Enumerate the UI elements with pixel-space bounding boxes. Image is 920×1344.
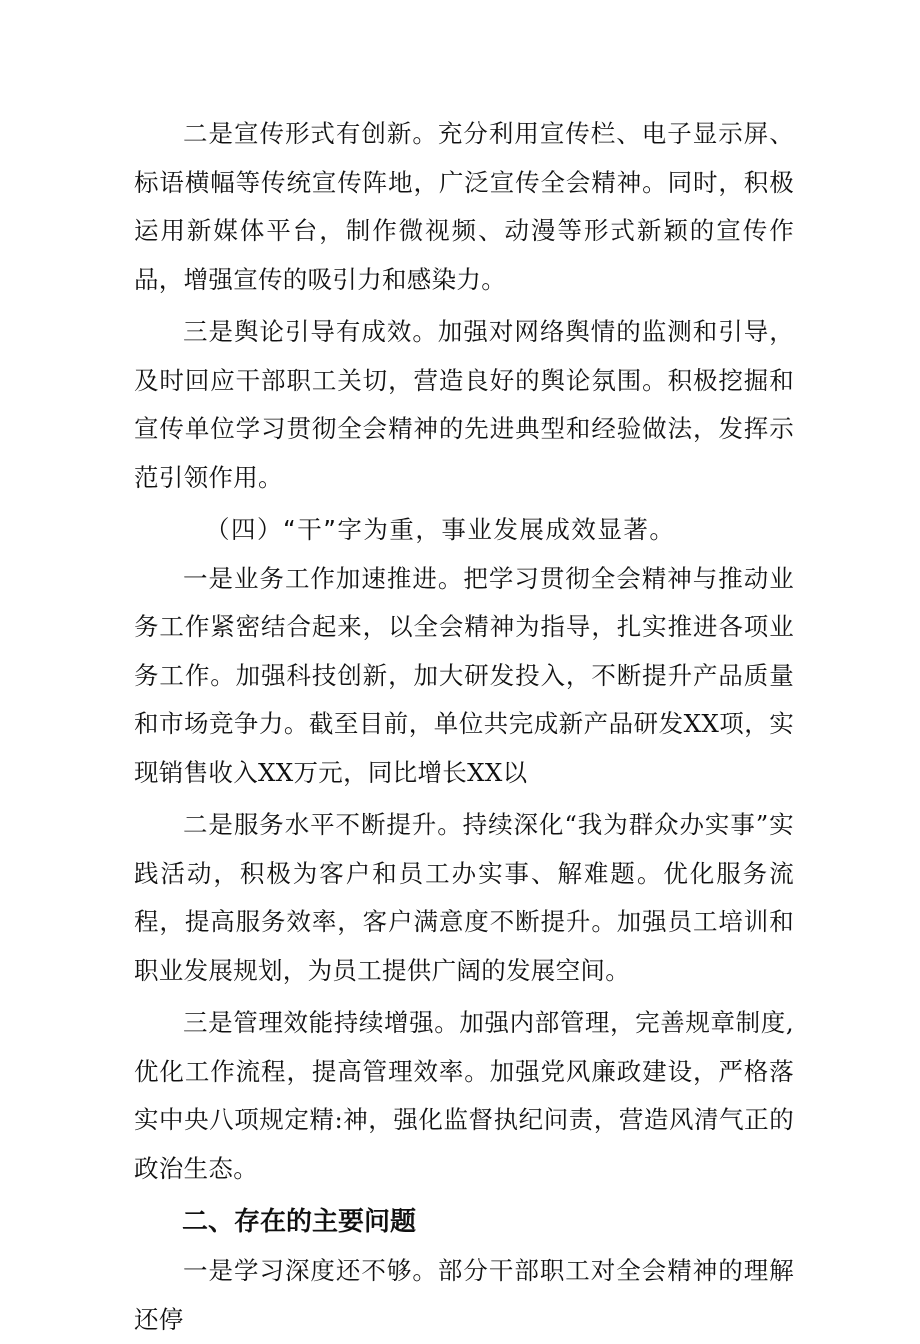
paragraph-business-work: 一是业务工作加速推进。把学习贯彻全会精神与推动业务工作紧密结合起来，以全会精神为指导，扎实推进各项业务工作。加强科技创新，加大研发投入，不断提升产品质量和市场竞争力。截至目前，单位共完成新产品研发XX项，实现销售收入XX万元，同比增长XX以: [134, 563, 794, 787]
document-body: [134, 110, 794, 1344]
subheading-four: （四）“干”字为重，事业发展成效显著。: [205, 515, 676, 544]
section-heading-main-problems: 二、存在的主要问题: [182, 1207, 417, 1237]
paragraph-publicity-innovation: 二是宣传形式有创新。充分利用宣传栏、电子显示屏、标语横幅等传统宣传阵地，广泛宣传全会精神。同时，积极运用新媒体平台，制作微视频、动漫等形式新颖的宣传作品，增强宣传的吸引力和感染力。: [134, 119, 794, 294]
paragraph-study-depth: 一是学习深度还不够。部分干部职工对全会精神的理解还停: [134, 1256, 794, 1334]
paragraph-public-opinion: 三是舆论引导有成效。加强对网络舆情的监测和引导，及时回应干部职工关切，营造良好的舆论氛围。积极挖掘和宣传单位学习贯彻全会精神的先进典型和经验做法，发挥示范引领作用。: [134, 317, 794, 492]
paragraph-management-efficiency: 三是管理效能持续增强。加强内部管理，完善规章制度,优化工作流程，提高管理效率。加强党风廉政建设，严格落实中央八项规定精:神，强化监督执纪问责，营造风清气正的政治生态。: [134, 1008, 794, 1183]
paragraph-service-level: 二是服务水平不断提升。持续深化“我为群众办实事”实践活动，积极为客户和员工办实事、解难题。优化服务流程，提高服务效率，客户满意度不断提升。加强员工培训和职业发展规划，为员工提供广阔的发展空间。: [134, 810, 794, 985]
